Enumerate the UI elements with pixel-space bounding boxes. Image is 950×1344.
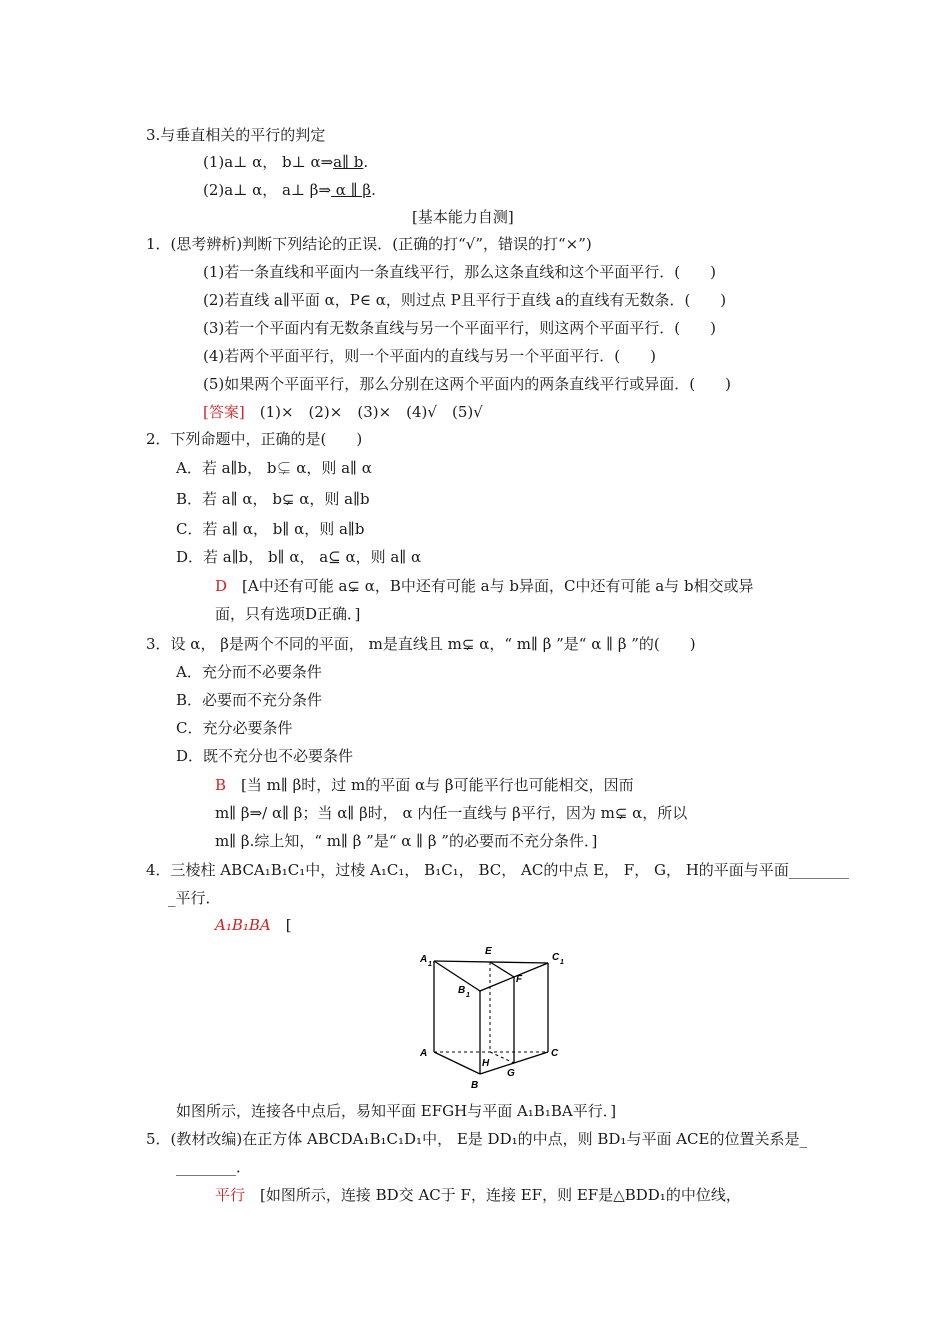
q4-stem-2: _平行． <box>168 889 221 907</box>
criterion-2-premise: (2)a⊥ α， a⊥ β⇒ <box>203 181 332 199</box>
q2-option-d: D．若 a∥b， b∥ α， a⊆ α，则 a∥ α <box>176 548 422 566</box>
answer-values: (1)× (2)× (3)× (4)√ (5)√ <box>244 403 483 421</box>
q4-bracket: [ <box>270 916 292 934</box>
q3-explanation-2: m∥ β⇒/ α∥ β；当 α∥ β时， α 内任一直线与 β平行，因为 m⊊ α，所以 <box>215 804 688 822</box>
label-h: H <box>482 1058 490 1069</box>
q3-option-c: C．充分必要条件 <box>176 719 293 737</box>
criterion-2-end: . <box>371 181 376 199</box>
q3-expl-text: [当 m∥ β时，过 m的平面 α与 β可能平行也可能相交，因而 <box>226 776 634 794</box>
criterion-1-premise: (1)a⊥ α， b⊥ α⇒ <box>203 153 334 171</box>
q5-stem-1: 5．(教材改编)在正方体 ABCDA₁B₁C₁D₁中， E是 DD₁的中点，则 BD₁与平面 ACE的位置关系是_ <box>146 1130 807 1148</box>
q3-option-d: D．既不充分也不必要条件 <box>176 747 354 765</box>
q5-stem-2: ________． <box>176 1158 252 1176</box>
label-b: B <box>471 1080 479 1091</box>
label-b1-sub: 1 <box>466 992 470 999</box>
q1-item-4: (4)若两个平面平行，则一个平面内的直线与另一个平面平行．( ) <box>203 347 656 365</box>
label-c1: C <box>552 952 560 963</box>
label-b1: B <box>458 985 466 996</box>
self-test-heading: [基本能力自测] <box>412 208 514 226</box>
label-a: A <box>420 1048 428 1059</box>
answer-tag: [答案] <box>203 403 245 421</box>
q4-answer: A₁B₁BA <box>215 916 271 934</box>
criterion-1-end: . <box>363 153 369 171</box>
criterion-2-answer: α ∥ β <box>331 181 372 199</box>
q2-answer: D <box>215 577 228 595</box>
q3-option-a: A．充分而不必要条件 <box>176 663 322 681</box>
q1-item-3: (3)若一个平面内有无数条直线与另一个平面平行，则这两个平面平行．( ) <box>203 319 716 337</box>
q1-answer <box>203 401 483 423</box>
q2-option-c: C．若 a∥ α， b∥ α，则 a∥b <box>176 520 365 538</box>
criterion-1-answer: a∥ b <box>333 153 364 171</box>
label-c: C <box>551 1048 559 1059</box>
label-f: F <box>516 974 523 985</box>
q2-option-a: A．若 a∥b， b⊊ α，则 a∥ α <box>176 459 372 477</box>
label-g: G <box>507 1068 515 1079</box>
q1-item-1: (1)若一条直线和平面内一条直线平行，那么这条直线和这个平面平行．( ) <box>203 263 716 281</box>
label-a1: A <box>420 954 428 965</box>
prism-figure <box>412 942 572 1092</box>
q4-answer-line <box>215 914 292 936</box>
label-e: E <box>485 946 492 957</box>
q4-stem-1: 4．三棱柱 ABCA₁B₁C₁中，过棱 A₁C₁， B₁C₁， BC， AC的中点 E， F， G， H的平面与平面________ <box>146 861 849 879</box>
q5-expl-text: [如图所示，连接 BD交 AC于 F，连接 EF，则 EF是△BDD₁的中位线， <box>245 1186 741 1204</box>
q2-option-b: B．若 a∥ α， b⊊ α，则 a∥b <box>176 490 370 508</box>
q3-answer: B <box>215 776 227 794</box>
q5-answer: 平行 <box>215 1186 246 1204</box>
q3-option-b: B．必要而不充分条件 <box>176 691 323 709</box>
criterion-2 <box>203 179 376 201</box>
q3-explanation-3: m∥ β.综上知，“ m∥ β ”是“ α ∥ β ”的必要而不充分条件．] <box>215 832 598 850</box>
q2-stem: 2．下列命题中，正确的是( ) <box>146 430 363 448</box>
section-title: 3.与垂直相关的平行的判定 <box>146 126 326 144</box>
q3-explanation-1 <box>215 774 634 796</box>
q2-explanation-1 <box>215 575 754 597</box>
q2-explanation-2: 面，只有选项D正确．] <box>215 605 361 623</box>
q3-stem: 3．设 α， β是两个不同的平面， m是直线且 m⊊ α，“ m∥ β ”是“ α ∥ β ”的( ) <box>146 635 696 653</box>
q1-item-5: (5)如果两个平面平行，那么分别在这两个平面内的两条直线平行或异面．( ) <box>203 375 731 393</box>
q1-item-2: (2)若直线 a∥平面 α，P∈ α，则过点 P且平行于直线 a的直线有无数条．( ) <box>203 291 727 309</box>
q5-explanation <box>215 1184 741 1206</box>
label-c1-sub: 1 <box>560 959 564 966</box>
q2-expl-text: [A中还有可能 a⊊ α，B中还有可能 a与 b异面，C中还有可能 a与 b相交或异 <box>227 577 754 595</box>
label-a1-sub: 1 <box>428 961 432 968</box>
q4-explanation: 如图所示，连接各中点后，易知平面 EFGH与平面 A₁B₁BA平行．] <box>176 1102 617 1120</box>
q1-stem: 1．(思考辨析)判断下列结论的正误．(正确的打“√”，错误的打“×”) <box>146 235 592 253</box>
criterion-1 <box>203 151 368 173</box>
